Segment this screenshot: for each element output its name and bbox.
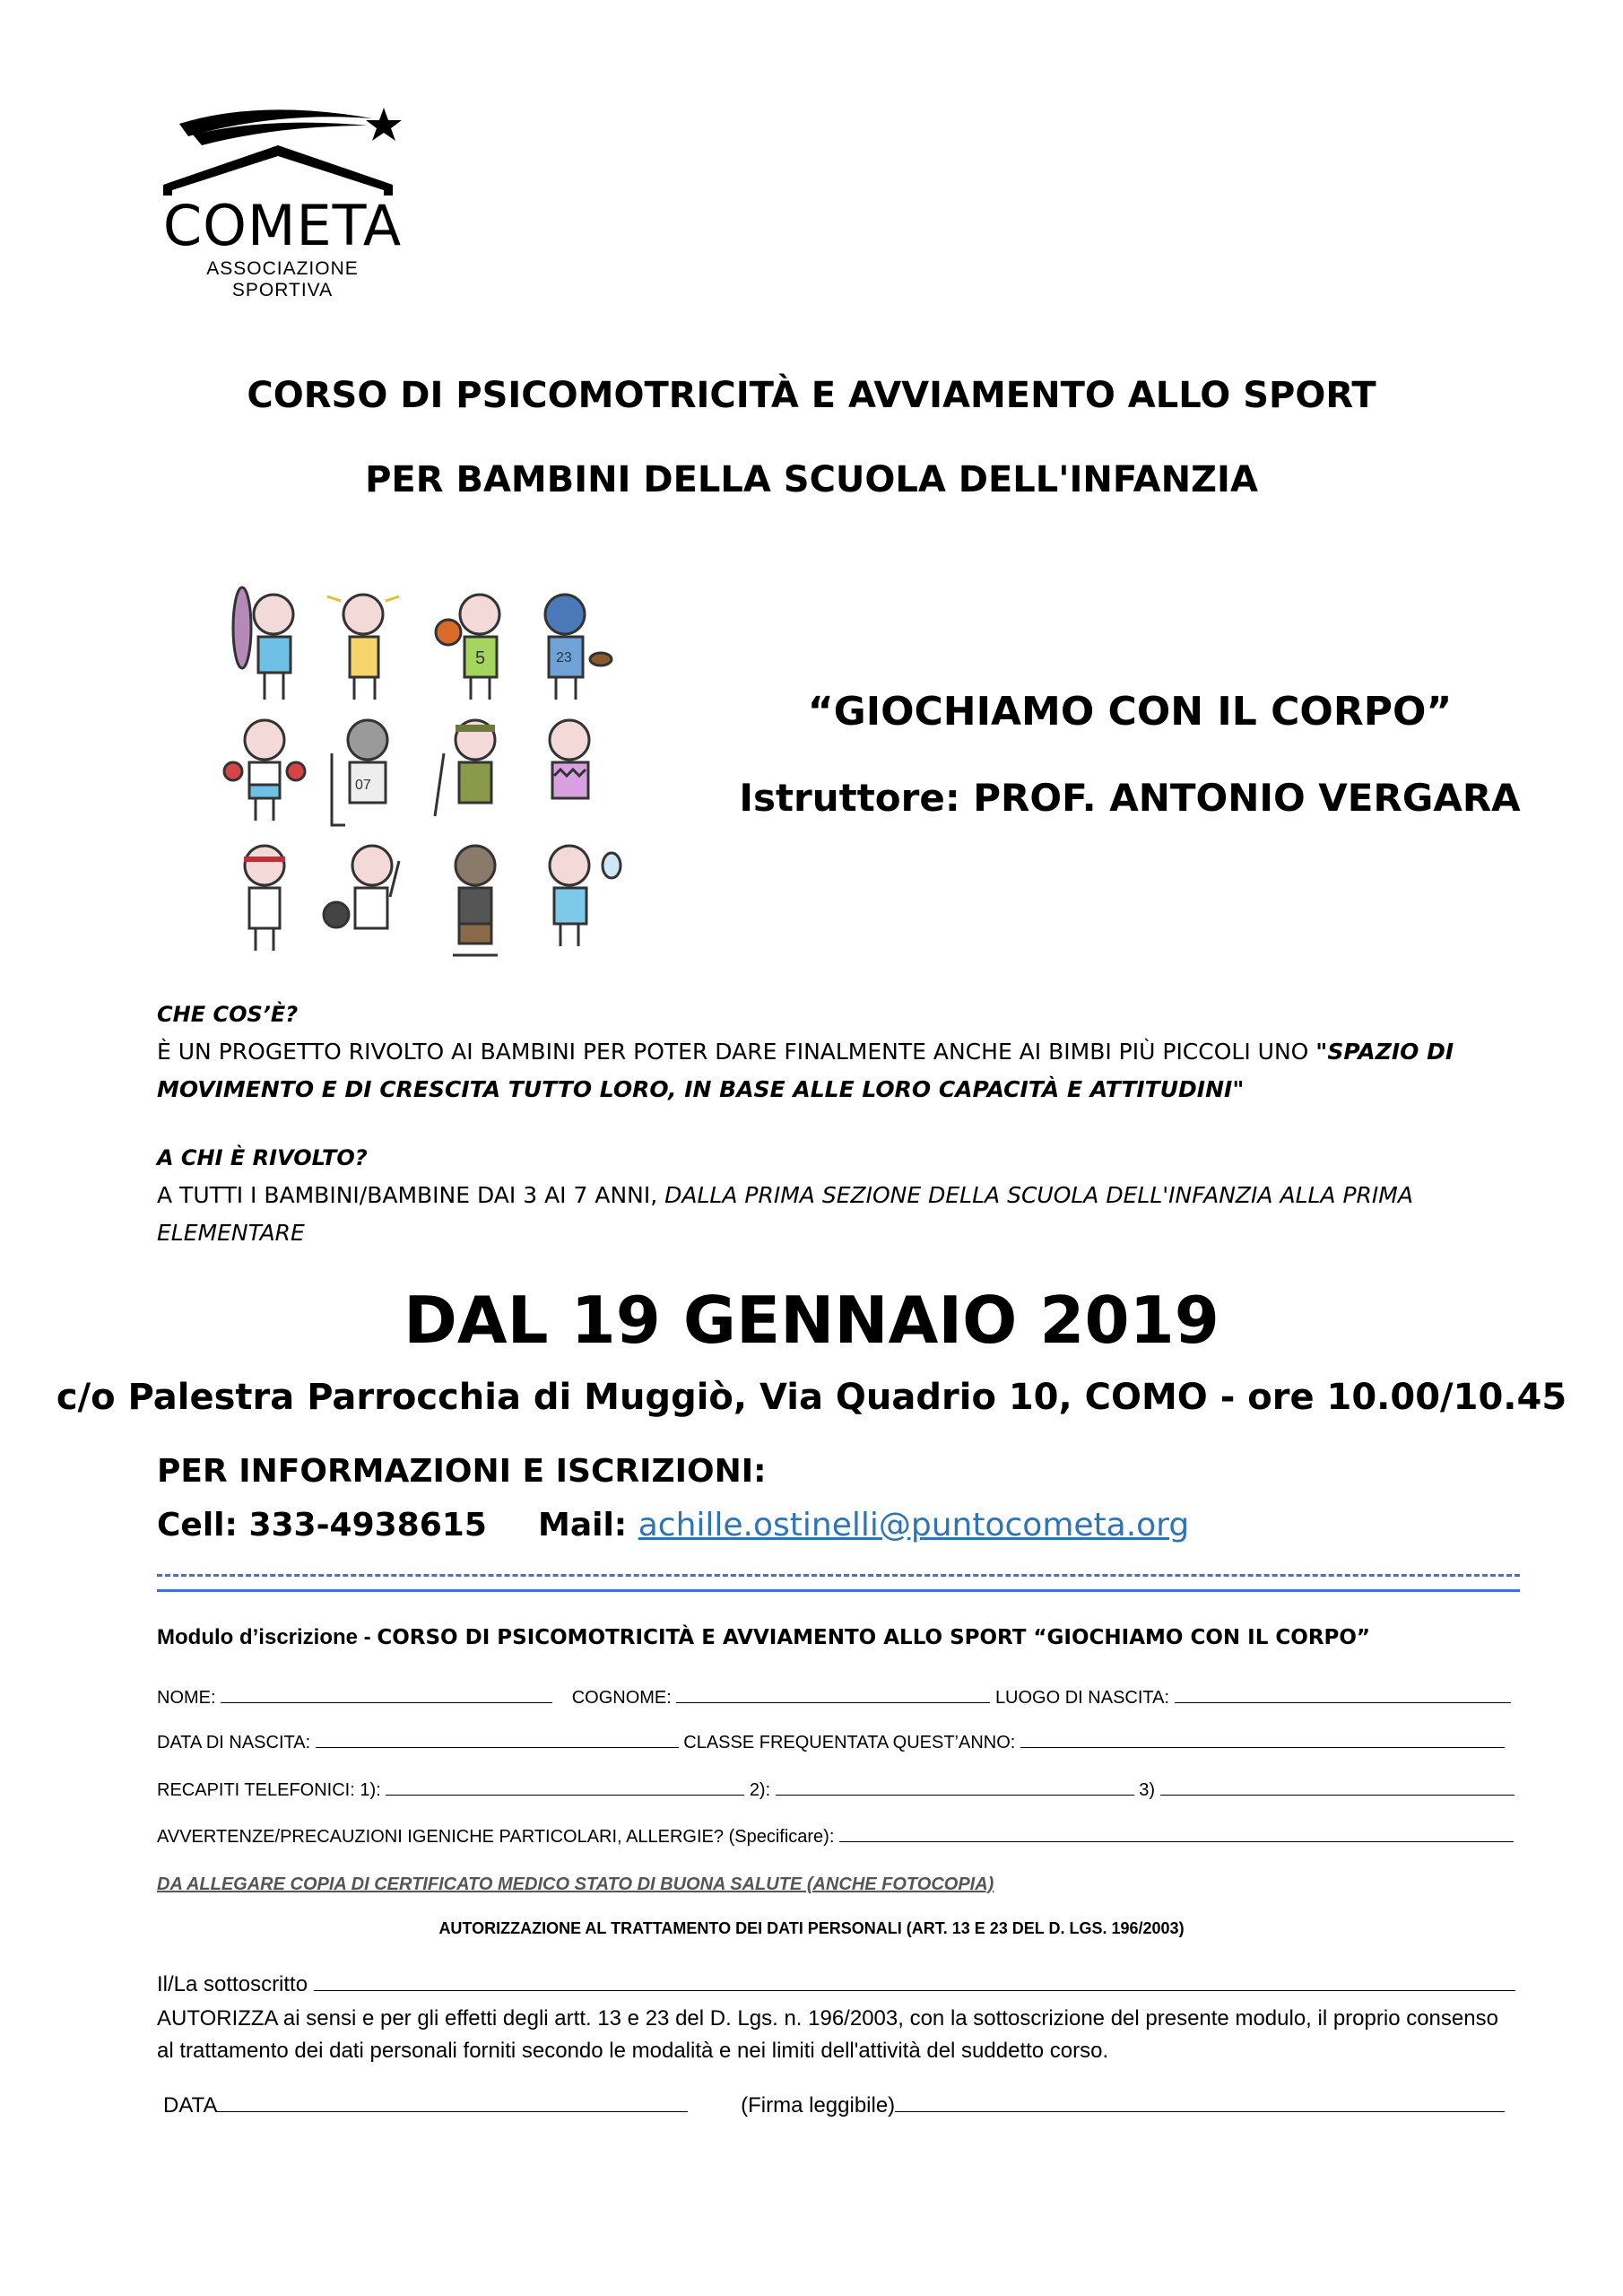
authorization-title: AUTORIZZAZIONE AL TRATTAMENTO DEI DATI PERSONALI (ART. 13 E 23 DEL D. LGS. 196/2003) — [438, 1919, 1185, 1937]
separator-line — [157, 1589, 1520, 1592]
phone1-field[interactable] — [386, 1779, 744, 1796]
classe-field[interactable] — [1020, 1731, 1505, 1748]
form-row-phones — [157, 1779, 1520, 1801]
who-question: A CHI È RIVOLTO? — [157, 1145, 368, 1170]
what-text — [157, 1033, 1520, 1109]
phone2-field[interactable] — [776, 1779, 1134, 1796]
logo-name: COMETA — [162, 193, 403, 258]
who-section — [157, 1139, 1520, 1252]
mail-label: Mail: — [538, 1507, 638, 1544]
quote-mark: " — [1232, 1076, 1245, 1102]
comet-house-icon — [152, 99, 412, 197]
form-heading-course: CORSO DI PSICOMOTRICITÀ E AVVIAMENTO ALLO SPORT “GIOCHIAMO CON IL CORPO” — [377, 1626, 1371, 1649]
form-row-name — [157, 1686, 1520, 1709]
cut-line — [157, 1574, 1520, 1577]
start-date: DAL 19 GENNAIO 2019 — [404, 1283, 1219, 1358]
phone3-field[interactable] — [1160, 1779, 1515, 1796]
form-row-birth — [157, 1731, 1520, 1753]
mail-contact — [538, 1507, 1189, 1544]
who-text — [157, 1177, 1520, 1252]
form-heading — [157, 1625, 1520, 1650]
data-label: DATA — [163, 2093, 218, 2118]
firma-label: (Firma leggibile) — [741, 2093, 896, 2118]
nome-label: NOME: — [157, 1688, 216, 1708]
what-body: È UN PROGETTO RIVOLTO AI BAMBINI PER POTER DARE FINALMENTE ANCHE AI BIMBI PIÙ PICCOLI UNO — [157, 1039, 1316, 1065]
sottoscritto-field[interactable] — [314, 1970, 1515, 1991]
sottoscritto-label: Il/La sottoscritto — [157, 1972, 308, 1996]
avvertenze-field[interactable] — [839, 1825, 1514, 1842]
jersey-number: 07 — [355, 778, 371, 793]
cognome-label: COGNOME: — [571, 1688, 672, 1708]
instructor: Istruttore: PROF. ANTONIO VERGARA — [739, 776, 1521, 820]
recapiti-label: RECAPITI TELEFONICI: 1): — [157, 1780, 381, 1800]
cometa-logo — [152, 99, 412, 305]
jersey-number: 5 — [475, 648, 486, 668]
medical-certificate-note: DA ALLEGARE COPIA DI CERTIFICATO MEDICO STATO DI BUONA SALUTE (ANCHE FOTOCOPIA) — [157, 1874, 994, 1894]
logo-subtitle: SPORTIVA — [231, 280, 334, 300]
kids-illustration — [188, 574, 637, 960]
phone3-label: 3) — [1139, 1780, 1156, 1800]
logo-subtitle: ASSOCIAZIONE — [206, 258, 359, 279]
cognome-field[interactable] — [676, 1686, 990, 1703]
nome-field[interactable] — [221, 1686, 552, 1703]
what-section — [157, 996, 1520, 1109]
project-name: “GIOCHIAMO CON IL CORPO” — [807, 689, 1453, 735]
form-heading-bold: Modulo d’iscrizione - — [157, 1625, 378, 1649]
luogo-label: LUOGO DI NASCITA: — [994, 1688, 1170, 1708]
data-field[interactable] — [217, 2092, 688, 2112]
cell-number: Cell: 333-4938615 — [157, 1507, 487, 1544]
signature-row — [163, 2090, 1526, 2122]
firma-field[interactable] — [895, 2092, 1505, 2112]
jersey-number: 23 — [556, 650, 572, 665]
phone2-label: 2): — [749, 1780, 771, 1800]
course-title: CORSO DI PSICOMOTRICITÀ E AVVIAMENTO ALLO SPORT — [247, 375, 1376, 416]
luogo-field[interactable] — [1175, 1686, 1511, 1703]
venue: c/o Palestra Parrocchia di Muggiò, Via Quadrio 10, COMO - ore 10.00/10.45 — [56, 1377, 1567, 1418]
avvertenze-label: AVVERTENZE/PRECAUZIONI IGENICHE PARTICOLARI, ALLERGIE? (Specificare): — [157, 1827, 835, 1847]
mail-link[interactable]: achille.ostinelli@puntocometa.org — [638, 1507, 1190, 1544]
form-row-warnings — [157, 1825, 1520, 1848]
what-quote: SPAZIO DI MOVIMENTO E DI CRESCITA TUTTO LORO, IN BASE ALLE LORO CAPACITÀ E ATTITUDINI — [157, 1039, 1454, 1102]
data-nascita-field[interactable] — [316, 1731, 679, 1748]
what-question: CHE COS’È? — [157, 1002, 299, 1027]
who-italic: DALLA PRIMA SEZIONE DELLA SCUOLA DELL'INFANZIA ALLA PRIMA ELEMENTARE — [157, 1182, 1413, 1246]
who-body: A TUTTI I BAMBINI/BAMBINE DAI 3 AI 7 ANNI, — [157, 1182, 665, 1208]
classe-label: CLASSE FREQUENTATA QUEST’ANNO: — [683, 1733, 1016, 1752]
legal-text: AUTORIZZA ai sensi e per gli effetti degli artt. 13 e 23 del D. Lgs. n. 196/2003, con la sottoscrizione del presente modulo, il proprio consenso al trattamento dei dati personali forniti secondo le modalità e nei limiti dell'attività del suddetto corso. — [157, 2006, 1498, 2063]
quote-mark: " — [1315, 1039, 1328, 1065]
data-nascita-label: DATA DI NASCITA: — [157, 1733, 311, 1752]
course-subtitle: PER BAMBINI DELLA SCUOLA DELL'INFANZIA — [365, 459, 1258, 500]
sottoscritto-row — [157, 1969, 1520, 2001]
contacts-heading: PER INFORMAZIONI E ISCRIZIONI: — [157, 1453, 767, 1490]
